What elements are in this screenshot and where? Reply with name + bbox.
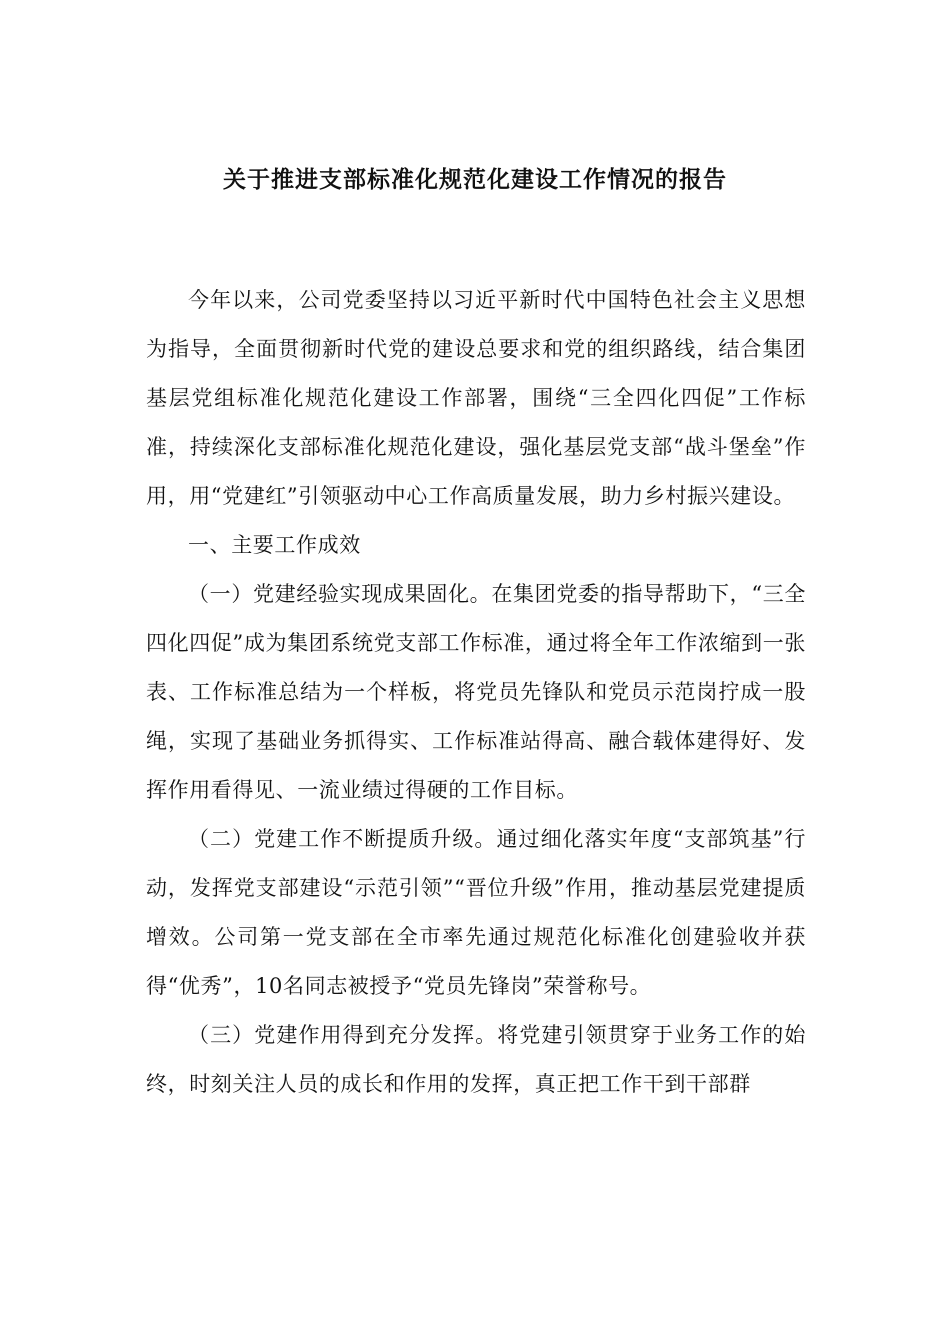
paragraph-item-1: （一）党建经验实现成果固化。在集团党委的指导帮助下，“三全四化四促”成为集团系统党支部工作标准，通过将全年工作浓缩到一张表、工作标准总结为一个样板，将党员先锋队和党员示范岗拧成一股绳，实现了基础业务抓得实、工作标准站得高、融合载体建得好、发挥作用看得见、一流业绩过得硬的工作目标。 bbox=[146, 582, 806, 802]
section-heading: 一、主要工作成效 bbox=[188, 533, 361, 557]
paragraph-item-2: （二）党建工作不断提质升级。通过细化落实年度“支部筑基”行动，发挥党支部建设“示范引领”“晋位升级”作用，推动基层党建提质增效。公司第一党支部在全市率先通过规范化标准化创建验收并获得“优秀”，10名同志被授予“党员先锋岗”荣誉称号。 bbox=[146, 827, 806, 998]
paragraph-item-3: （三）党建作用得到充分发挥。将党建引领贯穿于业务工作的始终，时刻关注人员的成长和作用的发挥，真正把工作干到干部群 bbox=[146, 1023, 806, 1096]
document-title: 关于推进支部标准化规范化建设工作情况的报告 bbox=[223, 166, 727, 193]
paragraph-intro: 今年以来，公司党委坚持以习近平新时代中国特色社会主义思想为指导，全面贯彻新时代党的建设总要求和党的组织路线，结合集团基层党组标准化规范化建设工作部署，围绕“三全四化四促”工作标准，持续深化支部标准化规范化建设，强化基层党支部“战斗堡垒”作用，用“党建红”引领驱动中心工作高质量发展，助力乡村振兴建设。 bbox=[146, 288, 806, 508]
document-body bbox=[146, 276, 806, 1109]
